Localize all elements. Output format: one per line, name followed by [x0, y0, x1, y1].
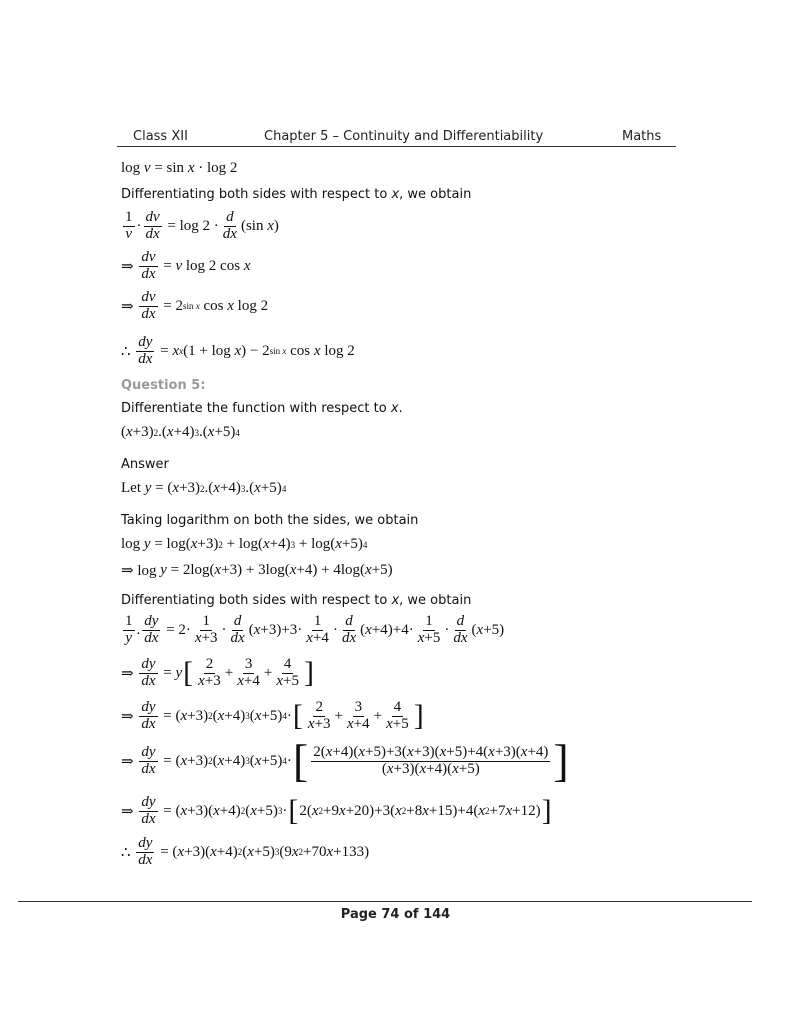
eq-log-y-2: ⇒ log y = 2log( x +3) + 3log( x +4) + 4log( x +5) [121, 562, 393, 579]
eq-1v-dvdx: $\frac{1}{v}$ · $\frac{dv}{dx}$ = log 2 · $\frac{d}{dx}$ (sin x ) [125, 209, 279, 242]
eq-dvdx-1: ⇒ $\frac{dv}{dx}$ = v log 2 cos x [121, 249, 251, 282]
eq-dydx-step-2: ⇒ $\frac{dy}{dx}$ = ( x +3) 2 ( x +4) 3 ( x +5) 4 · [ $\frac{2}{x+3}$ + $\frac{3}{x+4}$ + $\frac{4}{x+5}$ ] [121, 699, 424, 733]
header-chapter: Chapter 5 – Continuity and Differentiability [264, 129, 544, 144]
text-take-log: Taking logarithm on both the sides, we obtain [121, 513, 419, 528]
question-prompt: Differentiate the function with respect to x. [121, 401, 403, 416]
eq-dydx-final-1: ∴ $\frac{dy}{dx}$ = x x (1 + log x ) − 2 sin x cos x log 2 [121, 334, 355, 367]
text-diff-2: Differentiating both sides with respect to x, we obtain [121, 593, 472, 608]
answer-label: Answer [121, 457, 169, 472]
eq-function: ( x +3) 2 .( x +4) 3 .( x +5) 4 [121, 424, 240, 440]
eq-dydx-step-1: ⇒ $\frac{dy}{dx}$ = y [ $\frac{2}{x+3}$ + $\frac{3}{x+4}$ + $\frac{4}{x+5}$ ] [121, 656, 314, 690]
eq-dydx-final-2: ∴ $\frac{dy}{dx}$ = ( x +3)( x +4) 2 ( x +5) 3 (9 x 2 +70 x +133) [121, 835, 370, 868]
header-divider [117, 146, 676, 147]
page-number: Page 74 of 144 [340, 907, 451, 922]
header-class: Class XII [133, 129, 188, 144]
footer-divider [18, 901, 752, 902]
eq-let-y: Let y = ( x +3) 2 .( x +4) 3 .( x +5) 4 [121, 480, 287, 496]
eq-log-y-1: log y = log( x +3) 2 + log( x +4) 3 + log( x +5) 4 [121, 536, 368, 552]
header-subject: Maths [622, 129, 662, 144]
eq-1y-dydx: $\frac{1}{y}$ . $\frac{dy}{dx}$ = 2· $\frac{1}{x+3}$ · $\frac{d}{dx}$ ( x +3)+3· $\frac{1}{x+4}$ · $\frac{d}{dx}$ ( x +4)+4· $\frac{1}{x+5}$ · $\frac{d}{dx}$ ( x +5) [125, 613, 505, 646]
eq-dydx-step-4: ⇒ $\frac{dy}{dx}$ = ( x +3)( x +4) 2 ( x +5) 3 · [ 2( x 2 +9 x +20)+3( x 2 +8 x +15)+4( x 2 +7 x +12) ] [121, 794, 552, 828]
question-label: Question 5: [121, 378, 206, 393]
eq-dvdx-2: ⇒ $\frac{dv}{dx}$ = 2 sin x cos x log 2 [121, 289, 269, 322]
eq-dydx-step-3: ⇒ $\frac{dy}{dx}$ = ( x +3) 2 ( x +4) 3 ( x +5) 4 · [ $\frac{2(x+4)(x+5)+3(x+3)(x+5)+4(x+3)(x+4)}{(x+3)(x+4)(x+5)}$ ] [121, 735, 569, 786]
eq-log-v: log v = sin x · log 2 [121, 160, 238, 176]
text-diff-1: Differentiating both sides with respect to x, we obtain [121, 187, 472, 202]
